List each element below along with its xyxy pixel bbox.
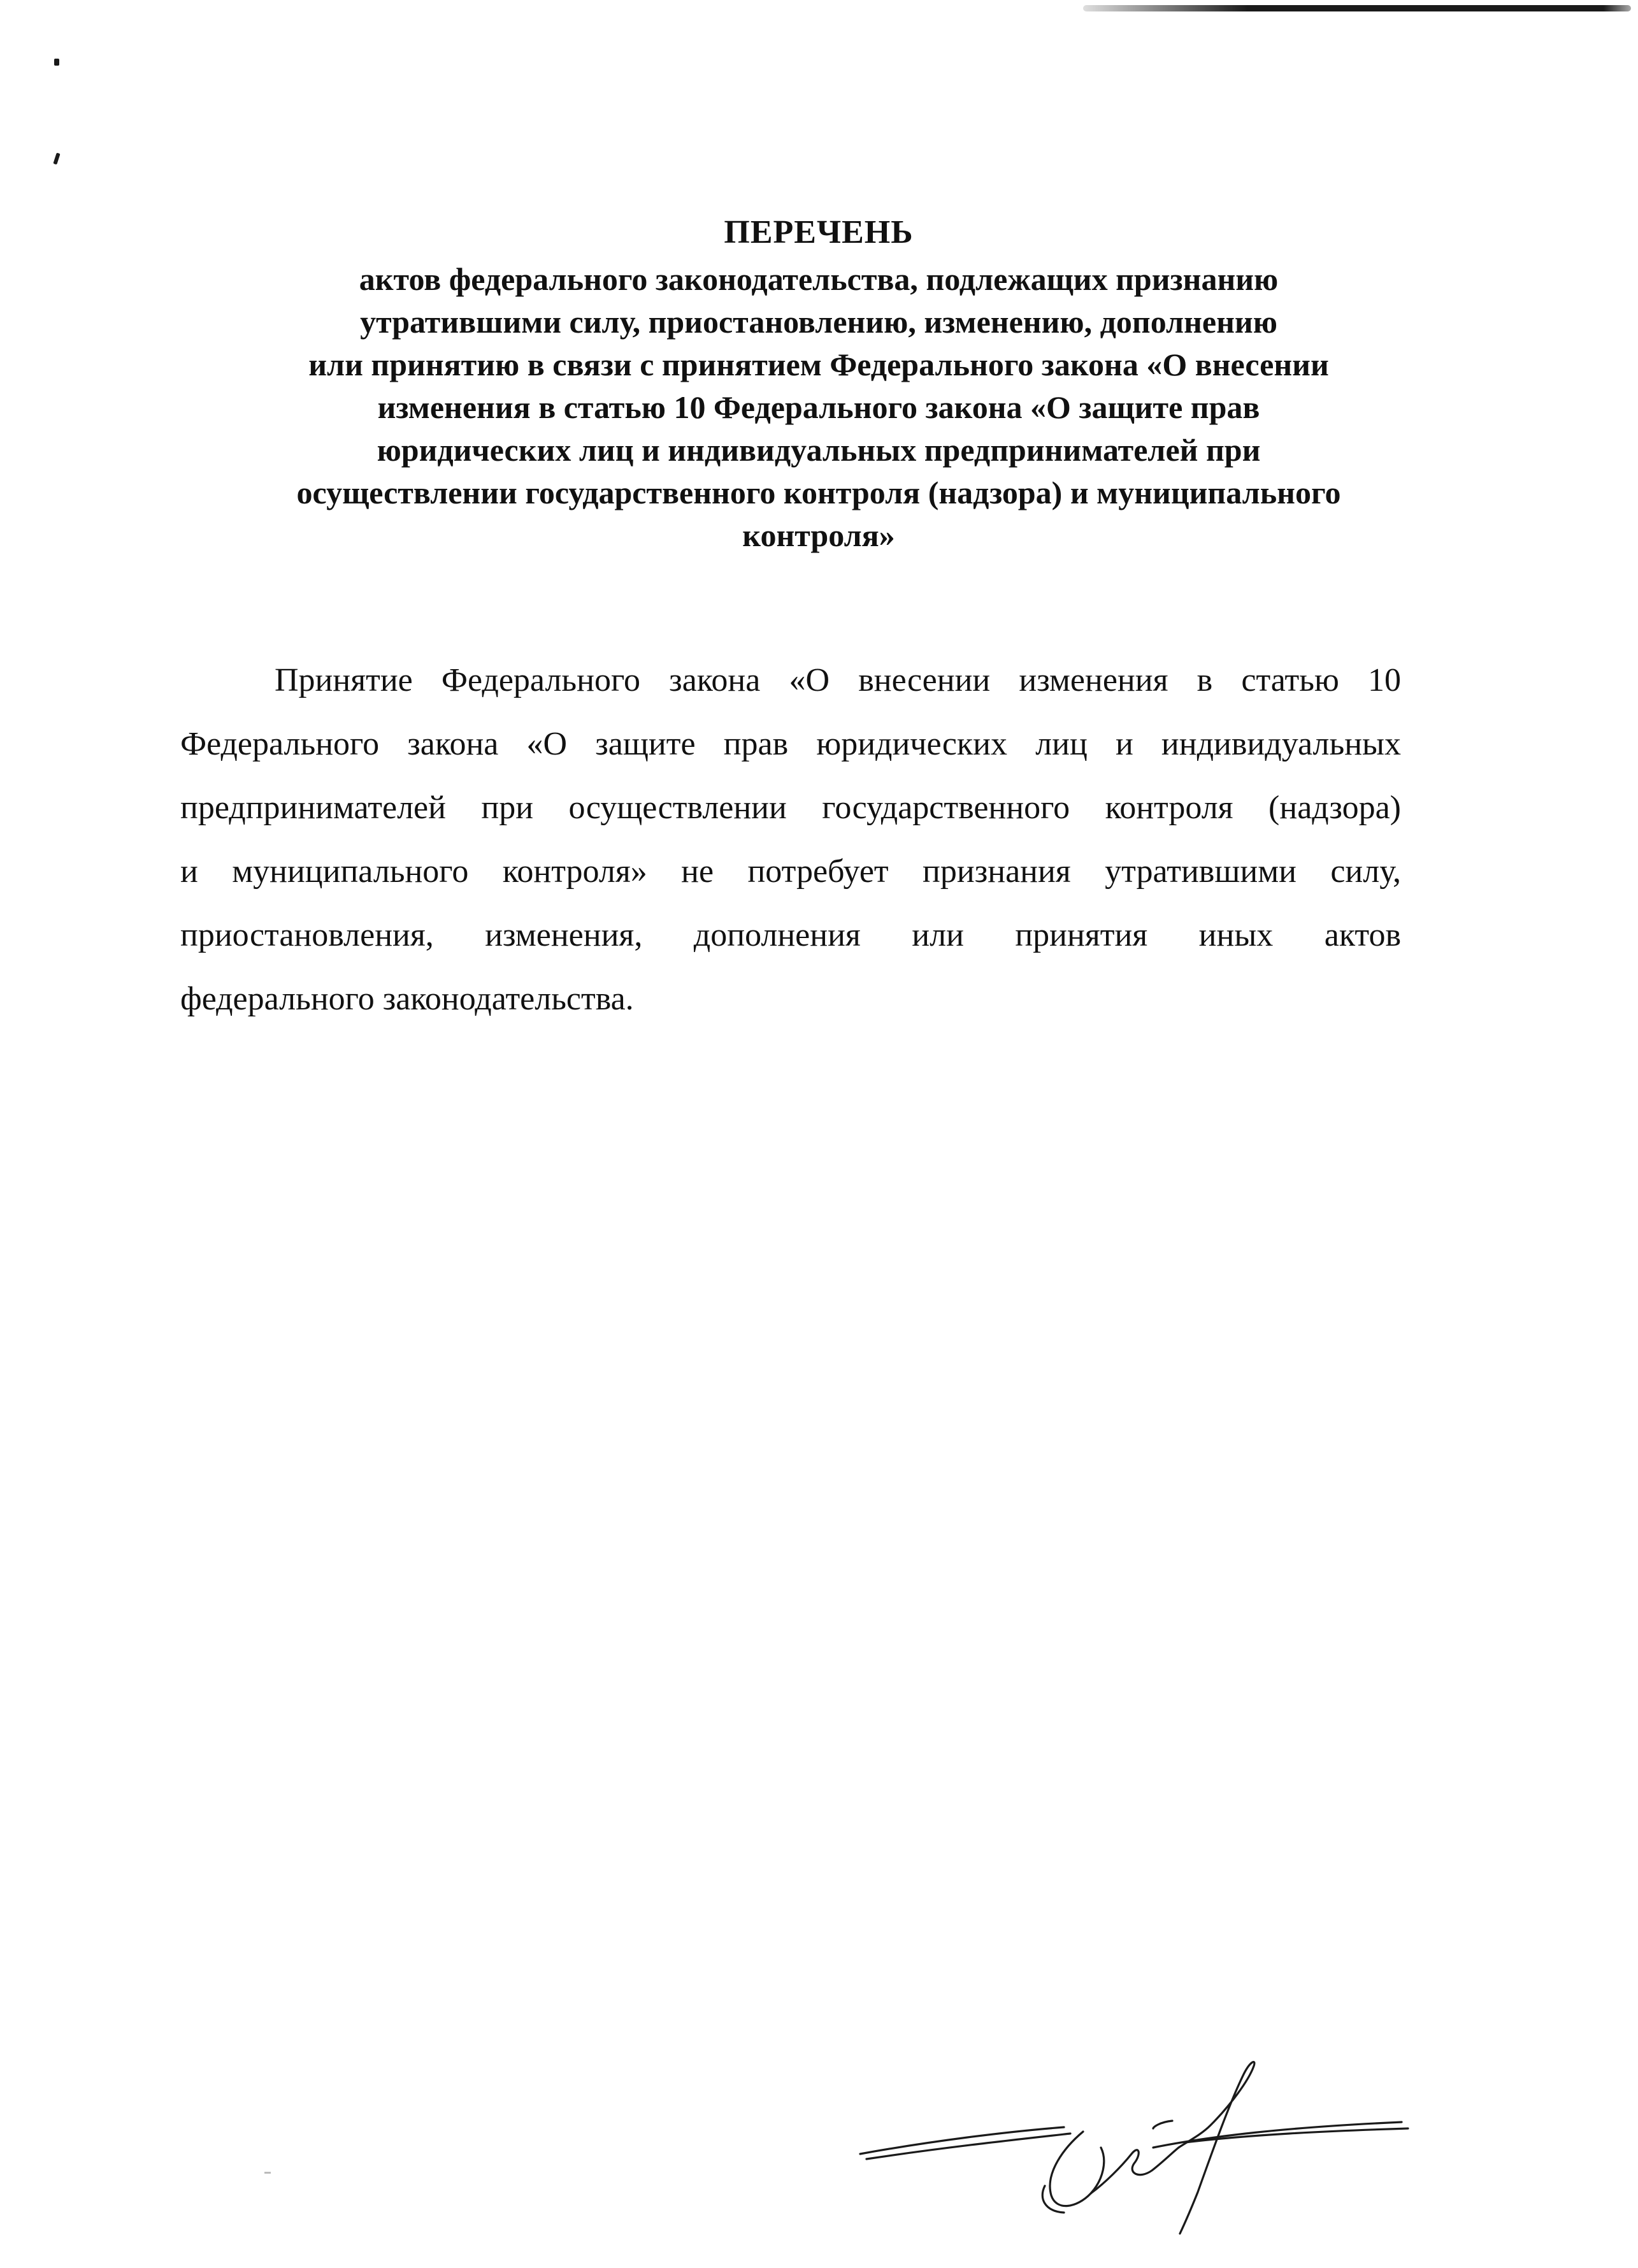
body-line: предпринимателей при осуществлении государственного контроля (надзора) [180, 790, 1401, 826]
scan-edge-mark [1083, 5, 1631, 11]
document-subtitle-line: актов федерального законодательства, подлежащих признанию [359, 261, 1279, 297]
scan-speck [54, 59, 59, 66]
body-line: приостановления, изменения, дополнения или принятия иных актов [180, 917, 1401, 953]
body-line: Федерального закона «О защите прав юридических лиц и индивидуальных [180, 726, 1401, 762]
document-subtitle-line: утратившими силу, приостановлению, изменению, дополнению [360, 304, 1277, 340]
body-paragraph [180, 649, 1401, 1031]
body-line: Принятие Федерального закона «О внесении изменения в статью 10 [275, 662, 1401, 698]
document-subtitle-line: изменения в статью 10 Федерального закона «О защите прав [377, 389, 1260, 425]
scan-speck [53, 153, 60, 165]
document-title: ПЕРЕЧЕНЬ [724, 214, 914, 250]
handwritten-signature [854, 2052, 1414, 2243]
document-subtitle-line: юридических лиц и индивидуальных предпринимателей при [377, 432, 1261, 468]
body-line: федерального законодательства. [180, 981, 634, 1017]
body-line: и муниципального контроля» не потребует признания утратившими силу, [180, 853, 1401, 890]
document-subtitle-line: или принятию в связи с принятием Федерального закона «О внесении [308, 347, 1329, 382]
document-heading [159, 207, 1478, 557]
document-subtitle-line: осуществлении государственного контроля (надзора) и муниципального [296, 475, 1341, 510]
scan-speck [264, 2172, 271, 2174]
document-subtitle-line: контроля» [742, 517, 895, 553]
